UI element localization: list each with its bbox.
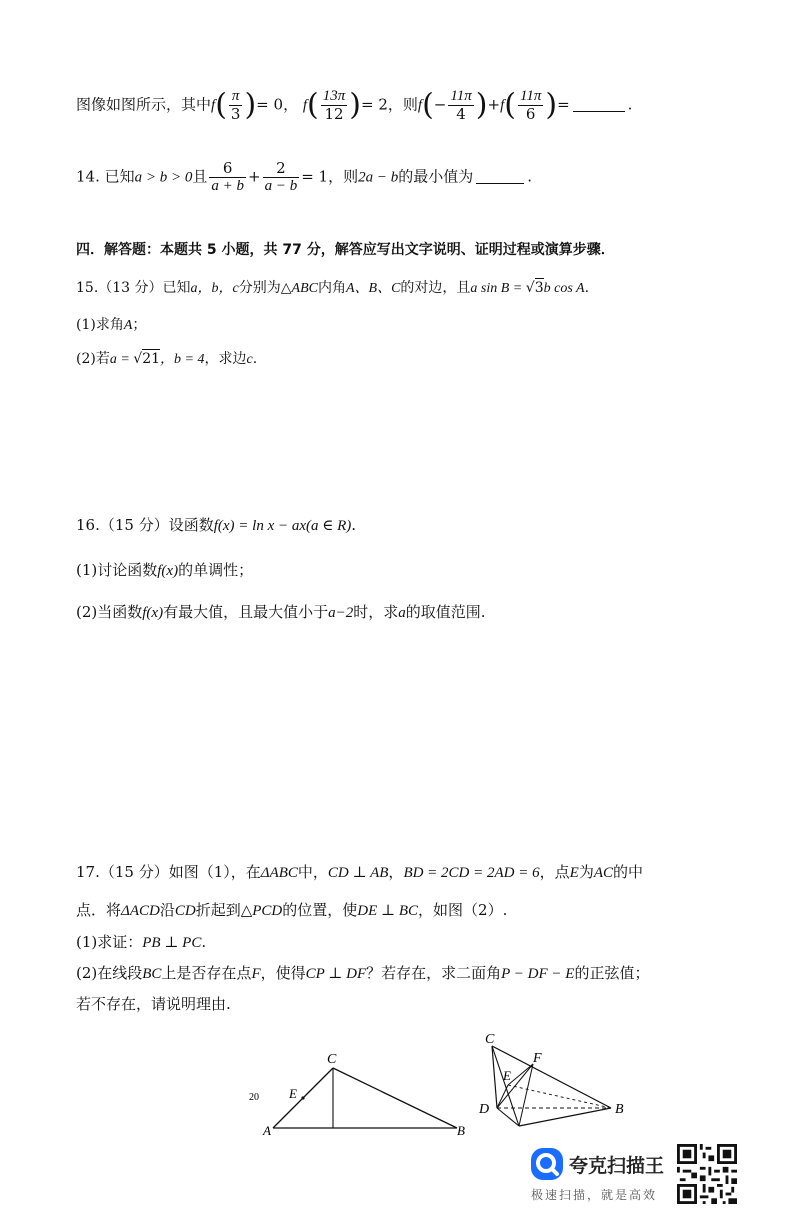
q15-p2-sqrt: 21 — [142, 351, 161, 367]
q16-period: . — [351, 516, 357, 534]
fig2-label-d: D — [479, 1102, 490, 1117]
q14-tail: 的最小值为 — [398, 167, 474, 186]
fig2-label-e: E — [503, 1068, 511, 1083]
q17-comma: ， — [388, 863, 404, 881]
q15-eq-rhs: b cos A — [543, 281, 585, 296]
q17-p2-tail: 的正弦值； — [574, 964, 650, 982]
q16-p2-func: f(x) — [142, 605, 164, 621]
q15-p1-lead: (1)求角 — [76, 317, 124, 333]
q16-p1-tail: 的单调性； — [178, 561, 254, 579]
q16-func: f(x) = ln x − ax(a ∈ R) — [213, 518, 352, 534]
q14-eq1: = 1 — [301, 167, 329, 186]
q17-l2-tri2: △PCD — [240, 903, 283, 919]
q14-line — [76, 160, 532, 195]
q17-l2-mid3: 的位置，使 — [282, 901, 358, 919]
q16-p2-mid: 有最大值，且最大值小于 — [163, 603, 329, 621]
q17-stem-line2 — [76, 900, 507, 921]
q16-part1 — [76, 560, 253, 581]
q13-plus: + — [487, 95, 501, 114]
q15-part2: (2)若a = √21，b = 4，求边c. — [76, 351, 258, 367]
q13-comma: ， — [283, 95, 299, 114]
q13-frac-11pi4-den: 4 — [456, 105, 466, 123]
q13-frac-13pi12-den: 12 — [324, 105, 344, 123]
q13-frac-11pi6 — [518, 88, 543, 123]
q17-pe: E — [569, 865, 579, 881]
q14-answer-blank[interactable] — [476, 167, 524, 184]
q17-tri: ΔABC — [260, 865, 298, 881]
section4-heading: 四．解答题：本题共 5 小题，共 77 分，解答应写出文字说明、证明过程或演算步骤． — [76, 242, 615, 258]
q17-mid4: 的中 — [613, 863, 644, 881]
q14-frac1-num: 6 — [209, 160, 246, 178]
q15-p2-b: ，b = 4 — [160, 352, 205, 367]
q17-l2-perp: DE ⊥ BC — [357, 903, 419, 919]
q15-eq-lhs: a sin B = — [470, 281, 526, 296]
q15-p2-end: . — [252, 351, 258, 367]
q17-mid2: ，点 — [539, 863, 570, 881]
q14-frac2-den: a − b — [264, 178, 298, 194]
q14-plus: + — [248, 167, 261, 186]
fig2-label-b: B — [615, 1102, 624, 1117]
q16-p2-tail: 的取值范围. — [405, 603, 486, 621]
fig1-edge-cb — [333, 1068, 457, 1128]
q17-ac: AC — [593, 865, 614, 881]
q15-tri: △ABC — [280, 281, 318, 296]
q14-frac1-den: a + b — [211, 178, 245, 194]
q17-l2-mid2: 折起到 — [195, 901, 241, 919]
q17-lead: 17.（15 分）如图（1），在 — [76, 863, 261, 881]
q16-p1-lead: (1)讨论函数 — [76, 561, 158, 579]
q17-p1-perp: PB ⊥ PC — [142, 935, 202, 951]
q16-p1-func: f(x) — [157, 563, 179, 579]
figure-1-triangle — [245, 1050, 505, 1160]
q17-p2-bc: BC — [142, 966, 162, 982]
q15-p1-tail: ； — [132, 317, 147, 333]
q14-cond: a > b > 0 — [134, 169, 193, 186]
q16-lead: 16.（15 分）设函数 — [76, 516, 214, 534]
fig2-edge-cd — [492, 1046, 497, 1108]
q13-eq2: = 2 — [360, 95, 388, 114]
q16-part2 — [76, 602, 486, 623]
q17-p2-angle: P − DF − E — [501, 966, 575, 982]
q13-answer-blank[interactable] — [573, 95, 625, 112]
fig2-label-f: F — [533, 1051, 542, 1066]
q15-angles: A、B、C — [345, 281, 401, 296]
q17-l2-lead: 点．将 — [76, 901, 122, 919]
q13-eq: = — [557, 95, 570, 114]
q14-frac2 — [263, 160, 300, 195]
q13-frac-pi3-num: π — [229, 88, 243, 106]
q17-part1 — [76, 932, 206, 953]
q16-stem — [76, 515, 356, 536]
q16-p2-mid2: 时，求 — [353, 603, 399, 621]
q13-frac-pi3-den: 3 — [230, 105, 241, 123]
q15-mid: 分别为 — [238, 280, 281, 296]
q17-p2-mid2: ，使得 — [260, 964, 306, 982]
q15-mid3: 的对边，且 — [400, 280, 471, 296]
figure-2-folded — [475, 1030, 635, 1140]
fig2-edge-pb — [519, 1108, 611, 1126]
q13-f1: f — [211, 97, 216, 114]
q15-mid2: 内角 — [317, 280, 346, 296]
q14-expr: 2a − b — [358, 169, 399, 186]
scanner-watermark — [525, 1140, 775, 1210]
q13-period: . — [627, 95, 633, 114]
q14-period: . — [527, 167, 533, 186]
q13-eq0: = 0 — [256, 95, 284, 114]
q13-intro: 图像如图所示，其中 — [76, 95, 212, 114]
q17-part2-cont: 若不存在，请说明理由. — [76, 995, 231, 1013]
qr-code-icon[interactable] — [677, 1144, 737, 1204]
q15-p2-lead: (2)若 — [76, 351, 110, 367]
fig1-label-e: E — [289, 1086, 297, 1101]
q17-lengths: BD = 2CD = 2AD = 6 — [403, 865, 540, 881]
q16-p2-lead: (2)当函数 — [76, 603, 143, 621]
q17-mid3: 为 — [578, 863, 594, 881]
q17-stem-line1 — [76, 862, 643, 883]
q13-frac-13pi12 — [321, 88, 348, 123]
q15-p2-tail: ，求边 — [204, 351, 247, 367]
q15-stem: 15.（13 分）已知a，b，c分别为△ABC内角A、B、C的对边，且a sin B = √3b cos A. — [76, 280, 590, 296]
q17-l2-tail: ，如图（2）. — [418, 901, 508, 919]
q15-lead: 15.（13 分）已知 — [76, 280, 191, 296]
q13-f4: f — [500, 97, 505, 114]
q15-p2-c: c — [246, 352, 253, 367]
q16-p2-var: a — [398, 605, 406, 621]
q16-p2-expr: a−2 — [328, 605, 354, 621]
fig1-margin-number: 20 — [249, 1092, 259, 1103]
q14-frac1 — [209, 160, 246, 195]
fig1-point-e — [301, 1096, 304, 1099]
scanner-logo-icon — [529, 1146, 565, 1182]
q15-period: . — [584, 280, 590, 296]
q17-p2-f: F — [251, 966, 261, 982]
q17-l2-mid: 沿 — [159, 901, 175, 919]
q14-then: ，则 — [328, 167, 359, 186]
q17-part2 — [76, 963, 649, 984]
q17-p2-mid3: ？若存在，求二面角 — [366, 964, 502, 982]
scanner-slogan: 极速扫描，就是高效 — [531, 1188, 658, 1202]
q13-neg: − — [433, 95, 447, 114]
q13-f2: f — [302, 97, 308, 114]
q13-frac-11pi6-den: 6 — [525, 105, 536, 123]
q13-frac-11pi4-num: 11π — [450, 88, 472, 104]
q17-perp1: CD ⊥ AB — [327, 865, 389, 881]
q15-sqrt3: 3 — [534, 280, 544, 296]
q13-f3: f — [417, 97, 423, 114]
fig1-label-c: C — [327, 1052, 337, 1067]
q13-frac-11pi4 — [448, 88, 473, 123]
fig2-label-c: C — [485, 1032, 495, 1047]
q17-l2-tri: ΔACD — [121, 903, 160, 919]
q17-p2-lead: (2)在线段 — [76, 964, 143, 982]
q14-lead: 14. 已知 — [76, 167, 135, 186]
q17-p1-lead: (1)求证： — [76, 933, 143, 951]
q15-p2-a: a = — [109, 352, 134, 367]
fig1-label-a: A — [263, 1123, 271, 1138]
q13-frac-pi3 — [229, 88, 243, 123]
q17-l2-cd: CD — [174, 903, 196, 919]
q15-part1 — [76, 315, 146, 336]
q13-then: ，则 — [387, 95, 418, 114]
q14-frac2-num: 2 — [263, 160, 300, 178]
q13-frac-11pi6-num: 11π — [519, 88, 542, 104]
q15-vars: a，b，c — [190, 281, 239, 296]
q17-p2-mid: 上是否存在点 — [161, 964, 252, 982]
q17-mid: 中， — [297, 863, 328, 881]
q14-and: 且 — [192, 167, 208, 186]
fig1-label-b: B — [457, 1123, 465, 1138]
q13-line: 图像如图所示，其中f( $\frac{\pi}{3}$ )= 0， f( $\frac{13\pi}{12}$ )= 2，则f(− $\frac{11\pi}{4}$ )+f( $\frac{11\pi}{6}$ )= . — [76, 87, 633, 123]
q13-frac-13pi12-num: 13π — [322, 88, 346, 104]
scanner-brand-name: 夸克扫描王 — [569, 1155, 665, 1177]
q17-p2-perp: CP ⊥ DF — [305, 966, 367, 982]
q17-p1-tail: . — [201, 933, 207, 951]
q15-p1-var: A — [123, 318, 133, 333]
